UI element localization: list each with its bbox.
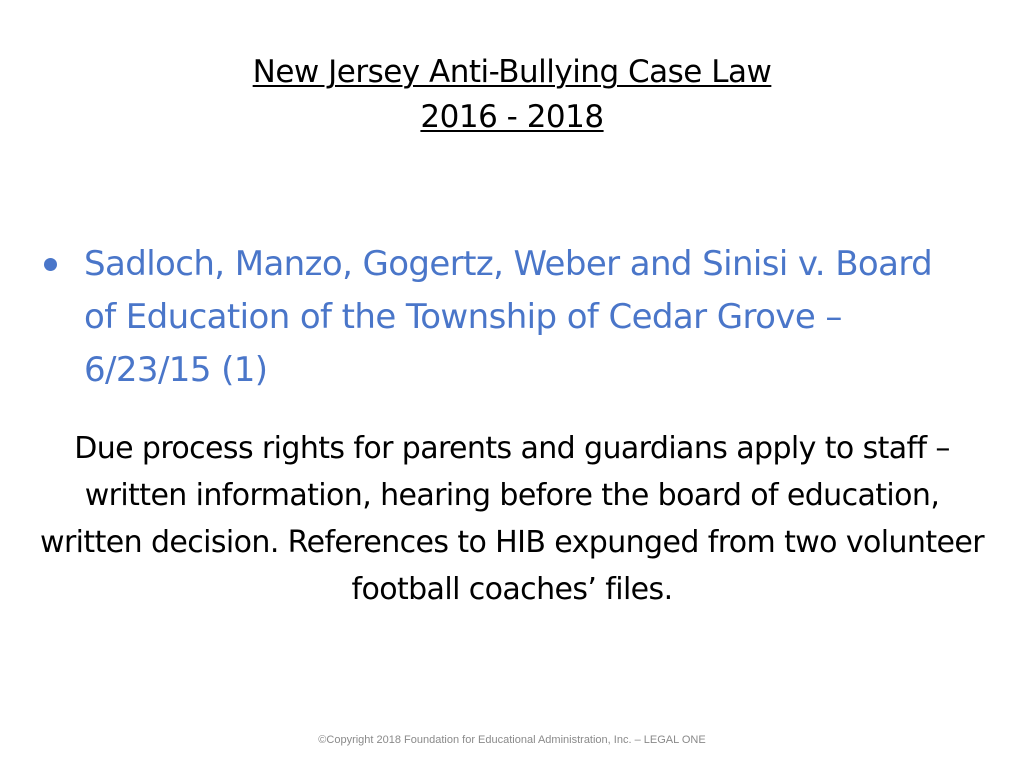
title-line-2: 2016 - 2018 (420, 99, 604, 135)
title-line-1: New Jersey Anti-Bullying Case Law (252, 54, 772, 90)
title-line-2-wrapper (0, 95, 1024, 140)
copyright-footer: ©Copyright 2018 Foundation for Educational Administration, Inc. – LEGAL ONE (318, 734, 706, 746)
bullet-text: Sadloch, Manzo, Gogertz, Weber and Sinisi v. Board of Education of the Township of Cedar Grove – 6/23/15 (1) (84, 244, 933, 390)
title-line-1-wrapper (0, 50, 1024, 95)
body-paragraph: Due process rights for parents and guardians apply to staff – written information, hearing before the board of education, written decision. References to HIB expunged from two volunteer football coaches’ files. (40, 431, 984, 607)
bullet-dot-icon (44, 258, 57, 271)
slide-title (0, 50, 1024, 140)
